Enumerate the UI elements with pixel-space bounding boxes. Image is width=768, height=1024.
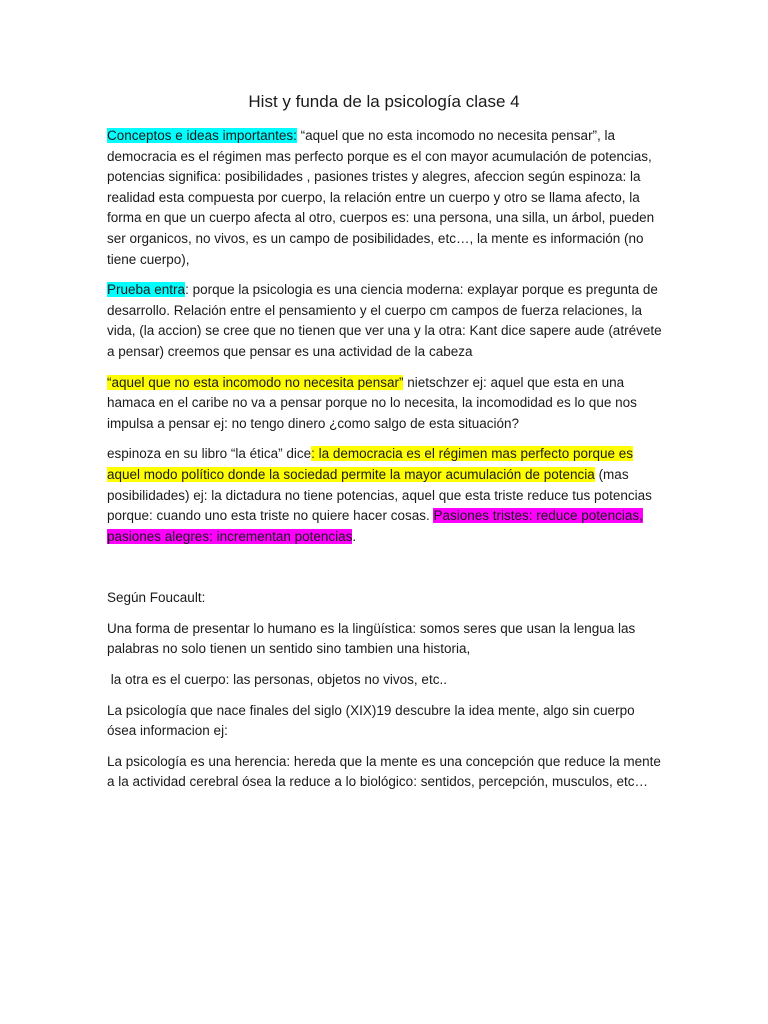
document-body xyxy=(107,126,667,803)
blank-line xyxy=(107,557,667,588)
document-title: Hist y funda de la psicología clase 4 xyxy=(248,92,520,111)
paragraph-prueba-entra xyxy=(107,280,667,362)
highlight-label-conceptos: Conceptos e ideas importantes: xyxy=(107,128,297,143)
paragraph-linguistica: Una forma de presentar lo humano es la lingüística: somos seres que usan la lengua las palabras no solo tienen un sentido sino tambien una historia, xyxy=(107,620,636,657)
paragraph-text: espinoza en su libro “la ética” dice xyxy=(107,446,312,462)
paragraph-text: (mas posibilidades) ej: la dictadura no tiene potencias, aquel que esta triste reduce tus potencias porque: cuando uno esta triste no quiere hacer cosas. xyxy=(107,466,652,524)
paragraph-text: “aquel que no esta incomodo no necesita pensar”, la democracia es el régimen mas perfecto porque es el con mayor acumulación de potencias, potencias significa: posibilidades , pasiones tristes y alegres, afeccion según espinoza: la realidad esta compuesta por cuerpo, la relación entre un cuerpo y otro se llama afecto, la forma en que un cuerpo afecta al otro, cuerpos es: una persona, una silla, un árbol, pueden ser organicos, no vivos, es un campo de posibilidades, etc…, la mente es información (no tiene cuerpo), xyxy=(107,128,655,267)
paragraph-cuerpo: la otra es el cuerpo: las personas, objetos no vivos, etc.. xyxy=(107,672,447,688)
highlight-democracia: : la democracia es el régimen mas perfecto porque es aquel modo político donde la sociedad permite la mayor acumulación de potencia xyxy=(107,446,634,482)
highlight-label-prueba-entra: Prueba entra xyxy=(107,282,186,298)
paragraph-espinoza xyxy=(107,444,667,547)
paragraph-quote xyxy=(107,373,667,435)
highlight-pasiones: Pasiones tristes: reduce potencias, pasiones alegres: incrementan potencias xyxy=(107,508,643,544)
paragraph-conceptos xyxy=(107,126,667,270)
highlight-quote: “aquel que no esta incomodo no necesita pensar” xyxy=(107,374,404,390)
paragraph-text: . xyxy=(352,528,357,544)
paragraph-text: nietschzer ej: aquel que esta en una hamaca en el caribe no va a pensar porque no lo necesita, la incomodidad es lo que nos impulsa a pensar ej: no tengo dinero ¿como salgo de esta situación? xyxy=(107,374,637,431)
paragraph-psicologia-siglo: La psicología que nace finales del siglo (XIX)19 descubre la idea mente, algo sin cuerpo ósea informacion ej: xyxy=(107,702,635,739)
paragraph-text: : porque la psicologia es una ciencia moderna: explayar porque es pregunta de desarrollo. Relación entre el pensamiento y el cuerpo cm campos de fuerza relaciones, la vida, (la accion) se cree que no tienen que ver una y la otra: Kant dice sapere aude (atrévete a pensar) creemos que pensar es una actividad de la cabeza xyxy=(107,282,662,359)
paragraph-herencia: La psicología es una herencia: hereda que la mente es una concepción que reduce la mente a la actividad cerebral ósea la reduce a lo biológico: sentidos, percepción, musculos, etc… xyxy=(107,753,661,790)
paragraph-foucault-heading: Según Foucault: xyxy=(107,590,206,606)
